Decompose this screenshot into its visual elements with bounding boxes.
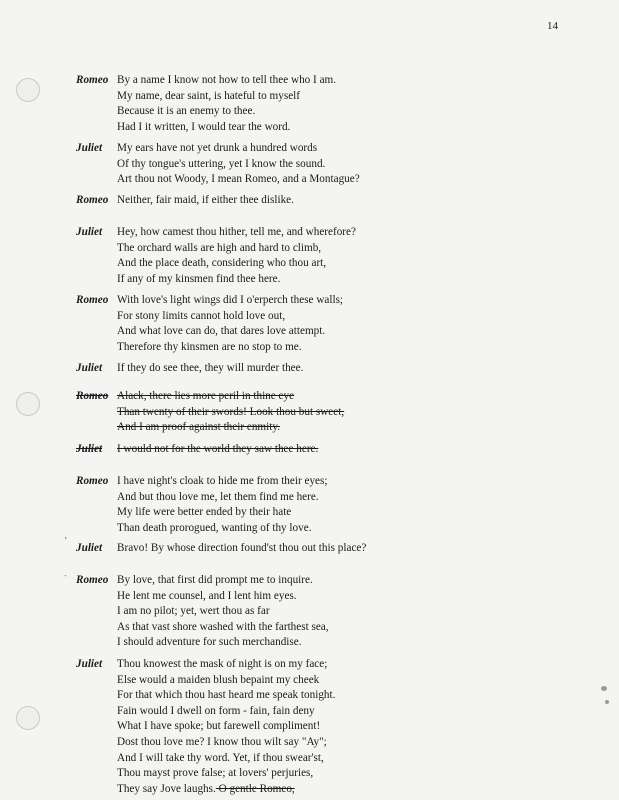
punch-hole-bottom bbox=[16, 706, 40, 730]
speech-block bbox=[76, 293, 406, 355]
verse-line: Therefore thy kinsmen are no stop to me. bbox=[117, 340, 302, 353]
verse-line: By a name I know not how to tell thee who I am. bbox=[117, 74, 337, 86]
verse-line: And I will take thy word. Yet, if thou swear'st, bbox=[117, 751, 324, 764]
verse-line: Hey, how camest thou hither, tell me, and wherefore? bbox=[117, 226, 356, 238]
verse-line: The orchard walls are high and hard to climb, bbox=[117, 241, 322, 254]
verse-line: Else would a maiden blush bepaint my cheek bbox=[117, 673, 320, 686]
speaker-name: Romeo bbox=[76, 574, 109, 586]
verse-line: For stony limits cannot hold love out, bbox=[117, 309, 286, 322]
speaker-name: Juliet bbox=[76, 226, 103, 238]
verse-line: Than twenty of their swords! Look thou but sweet, bbox=[117, 405, 345, 418]
speaker-name: Romeo bbox=[76, 194, 109, 206]
speaker-name: Romeo bbox=[76, 294, 109, 306]
verse-line: And I am proof against their enmity. bbox=[117, 421, 281, 434]
pencil-tick-mark: ˎ bbox=[64, 566, 68, 577]
speech-block bbox=[76, 657, 406, 797]
speech-block bbox=[76, 541, 406, 557]
pencil-tick-mark: ʼ bbox=[64, 536, 68, 547]
verse-line: I am no pilot; yet, wert thou as far bbox=[117, 605, 270, 618]
verse-line: As that vast shore washed with the farthest sea, bbox=[117, 620, 329, 633]
speaker-name: Juliet bbox=[76, 443, 103, 455]
verse-line: Bravo! By whose direction found'st thou out this place? bbox=[117, 542, 367, 554]
verse-line: I would not for the world they saw thee here. bbox=[117, 443, 319, 455]
verse-line: My life were better ended by their hate bbox=[117, 506, 292, 519]
verse-line: If they do see thee, they will murder thee. bbox=[117, 362, 304, 374]
speaker-name: Romeo bbox=[76, 390, 109, 402]
verse-line: Art thou not Woody, I mean Romeo, and a Montague? bbox=[117, 173, 360, 186]
verse-line: Dost thou love me? I know thou wilt say "Ay"; bbox=[117, 735, 327, 748]
speech-block bbox=[76, 573, 406, 651]
verse-line: For that which thou hast heard me speak tonight. bbox=[117, 689, 336, 702]
verse-line: Thou knowest the mask of night is on my face; bbox=[117, 658, 328, 670]
verse-line: What I have spoke; but farewell compliment! bbox=[117, 720, 321, 733]
verse-line: I have night's cloak to hide me from their eyes; bbox=[117, 475, 328, 487]
page-number: 14 bbox=[547, 20, 558, 32]
ink-smudge bbox=[605, 700, 609, 704]
speech-block bbox=[76, 442, 406, 458]
verse-line: And the place death, considering who thou art, bbox=[117, 257, 327, 270]
speech-block bbox=[76, 389, 406, 436]
verse-line: Thou mayst prove false; at lovers' perjuries, bbox=[117, 767, 314, 780]
speaker-name: Romeo bbox=[76, 475, 109, 487]
verse-line: My ears have not yet drunk a hundred words bbox=[117, 142, 318, 154]
speaker-name: Romeo bbox=[76, 74, 109, 86]
verse-line: With love's light wings did I o'erperch these walls; bbox=[117, 294, 344, 306]
speaker-name: Juliet bbox=[76, 542, 103, 554]
speech-block bbox=[76, 361, 406, 377]
verse-line: They say Jove laughs. O gentle Romeo, bbox=[117, 782, 295, 795]
speech-block bbox=[76, 193, 406, 209]
verse-line: Fain would I dwell on form - fain, fain deny bbox=[117, 704, 315, 717]
verse-line: Alack, there lies more peril in thine eye bbox=[117, 390, 295, 402]
verse-line: My name, dear saint, is hateful to myself bbox=[117, 89, 300, 102]
verse-line: I should adventure for such merchandise. bbox=[117, 636, 302, 649]
speech-block bbox=[76, 474, 406, 536]
verse-line: By love, that first did prompt me to inquire. bbox=[117, 574, 313, 586]
punch-hole-top bbox=[16, 78, 40, 102]
speech-block bbox=[76, 225, 406, 287]
verse-line: He lent me counsel, and I lent him eyes. bbox=[117, 589, 297, 602]
speech-block bbox=[76, 73, 406, 135]
verse-line: Had I it written, I would tear the word. bbox=[117, 120, 291, 133]
speaker-name: Juliet bbox=[76, 142, 103, 154]
verse-line: Than death prorogued, wanting of thy love. bbox=[117, 521, 312, 534]
verse-line: Because it is an enemy to thee. bbox=[117, 105, 256, 118]
speaker-name: Juliet bbox=[76, 658, 103, 670]
speaker-name: Juliet bbox=[76, 362, 103, 374]
verse-line: If any of my kinsmen find thee here. bbox=[117, 272, 281, 285]
verse-line: And what love can do, that dares love attempt. bbox=[117, 325, 326, 338]
verse-line: And but thou love me, let them find me here. bbox=[117, 490, 319, 503]
verse-line: Neither, fair maid, if either thee dislike. bbox=[117, 194, 294, 206]
punch-hole-middle bbox=[16, 392, 40, 416]
verse-line: Of thy tongue's uttering, yet I know the sound. bbox=[117, 157, 326, 170]
struck-text: O gentle Romeo, bbox=[215, 782, 295, 795]
speech-block bbox=[76, 141, 406, 188]
ink-smudge bbox=[601, 686, 607, 691]
